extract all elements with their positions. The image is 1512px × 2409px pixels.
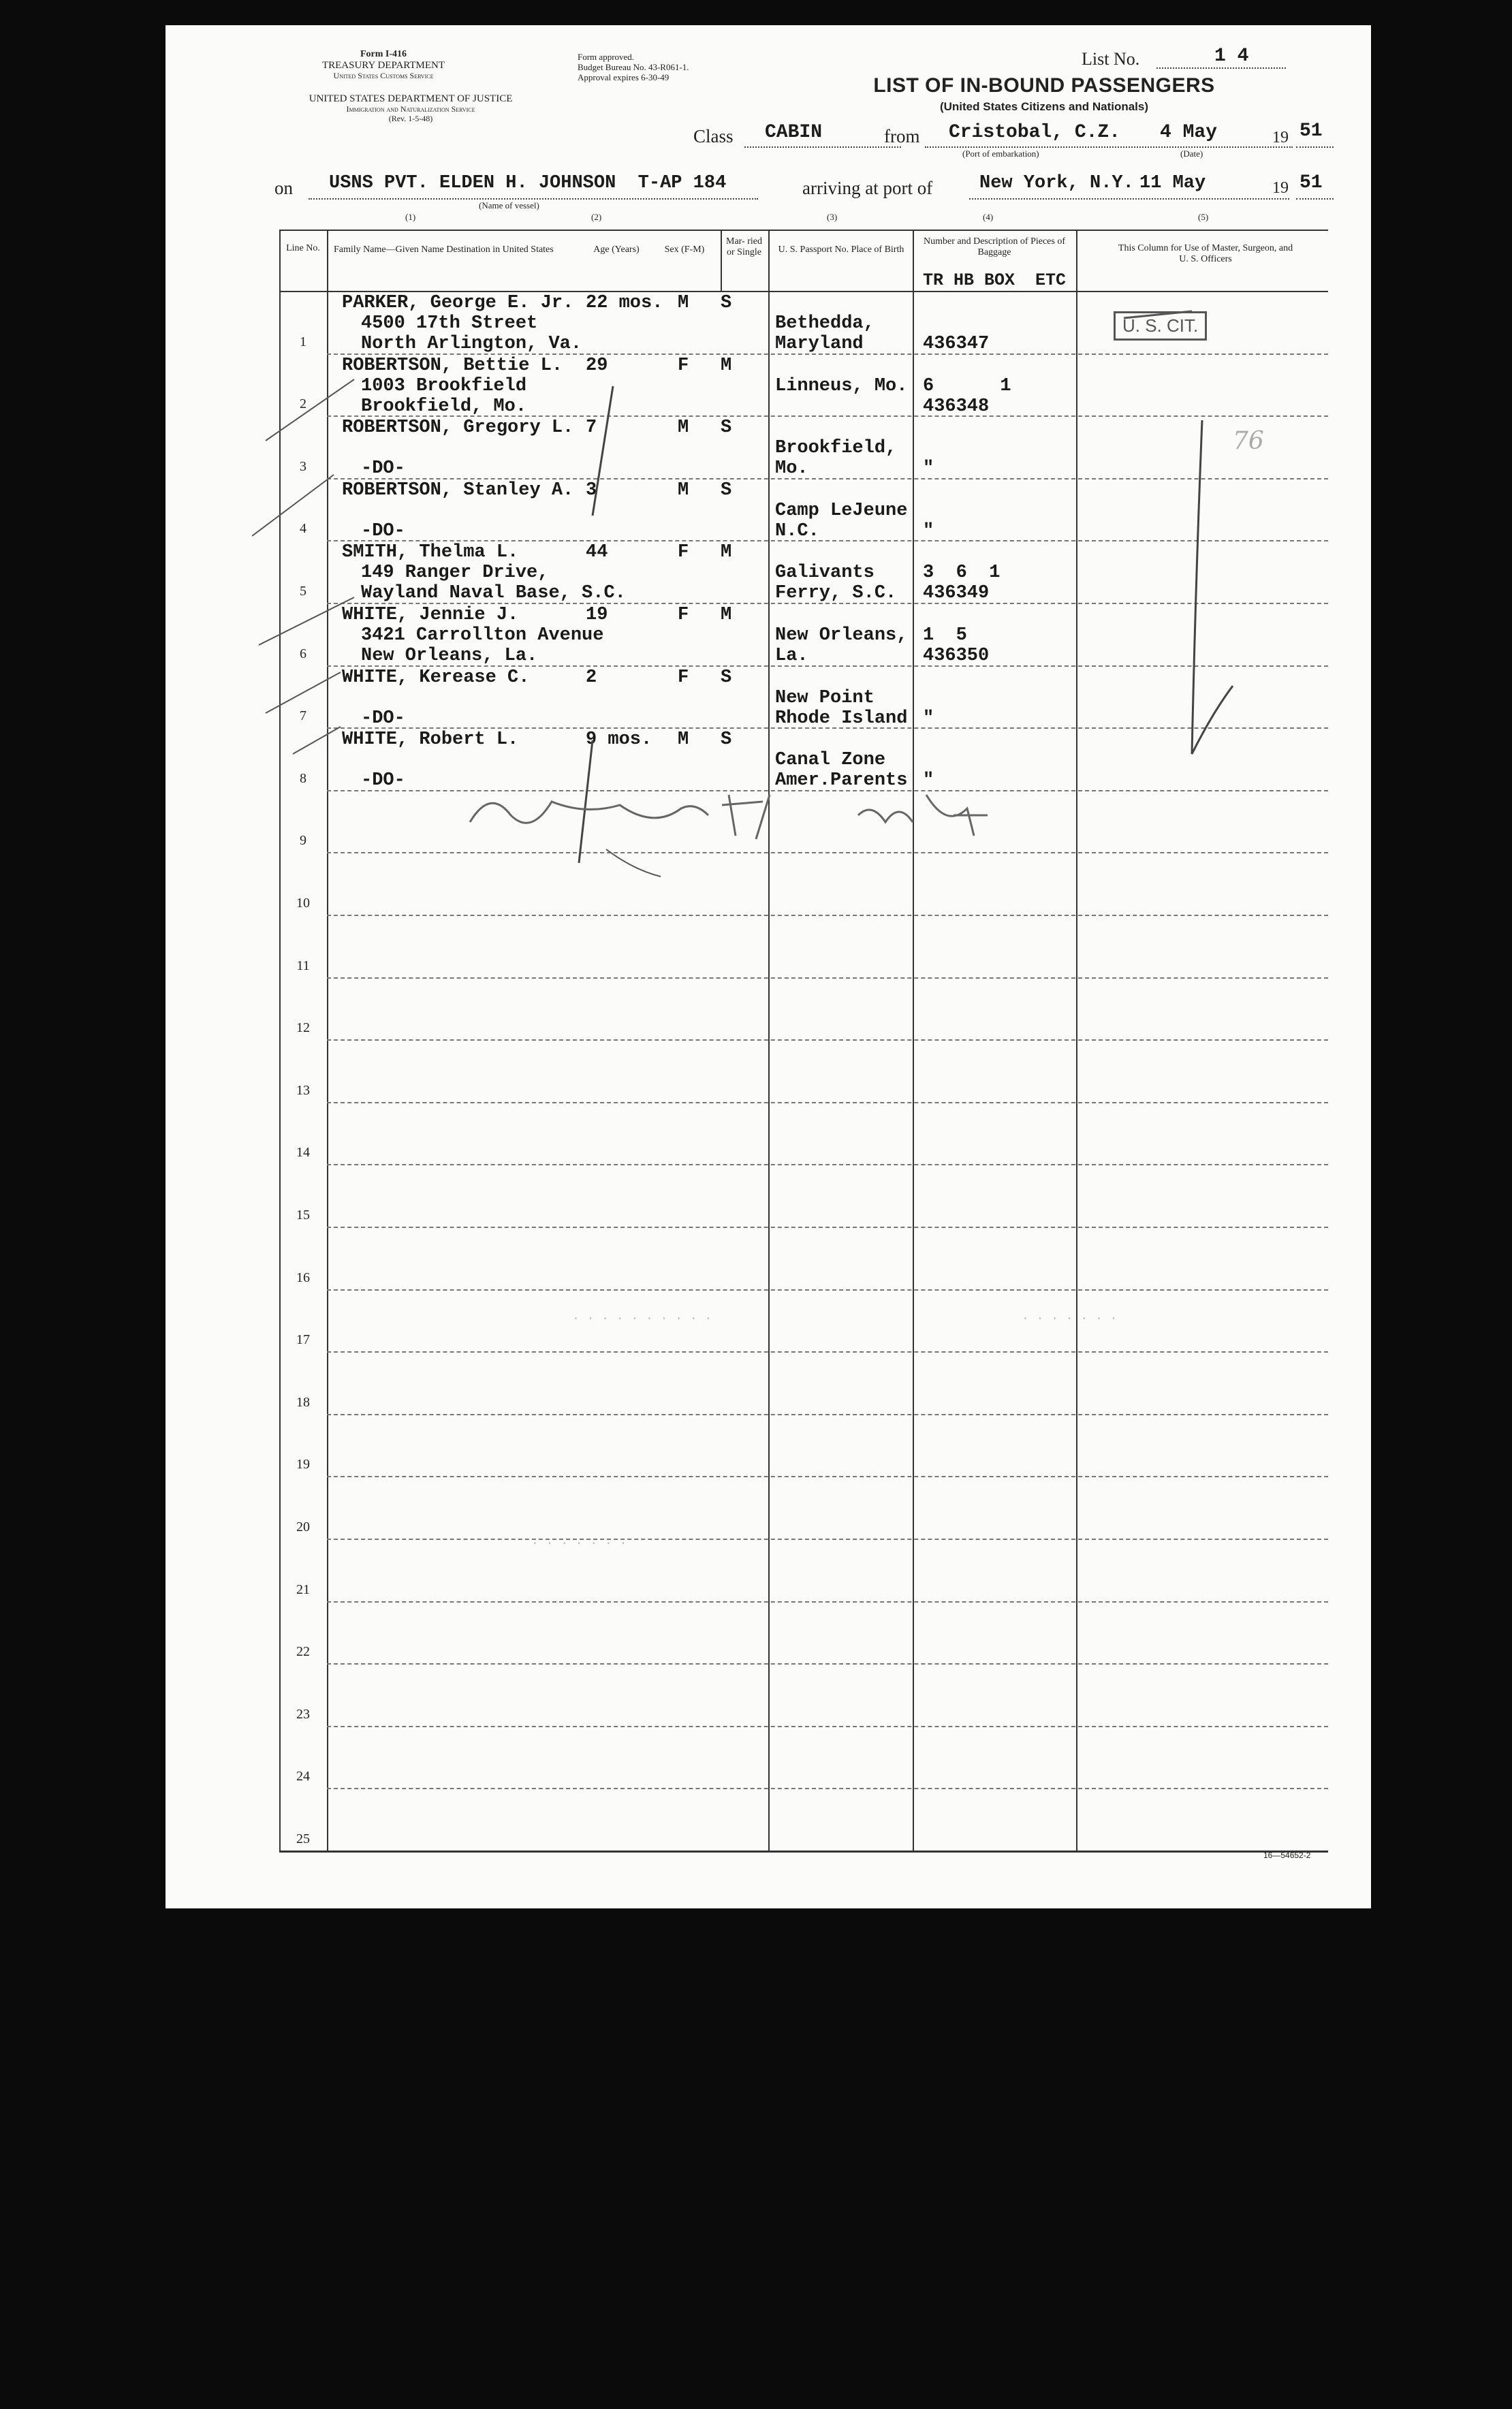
row-number: 6 — [300, 646, 306, 661]
passenger-name: PARKER, George E. Jr. — [342, 293, 574, 313]
form-number: Form I-416 — [360, 49, 407, 59]
row-number: 15 — [296, 1208, 310, 1223]
passenger-name: WHITE, Robert L. — [342, 729, 519, 751]
sex: M — [678, 479, 689, 501]
birthplace-line-1: Linneus, Mo. — [775, 375, 908, 396]
birthplace-line-2: Amer.Parents — [775, 770, 908, 791]
row-number: 22 — [296, 1644, 310, 1660]
year-prefix: 19 — [1272, 129, 1289, 146]
side-note: 76 — [1233, 427, 1264, 455]
row-number: 18 — [296, 1394, 310, 1410]
sex: F — [678, 605, 689, 625]
row-number: 9 — [300, 833, 306, 849]
baggage-tag: 436348 — [923, 396, 990, 417]
birthplace-line-1: Bethedda, — [775, 313, 875, 334]
address-line-2: -DO- — [361, 458, 405, 479]
birthplace-line-1: Brookfield, — [775, 438, 897, 459]
list-no-line — [1156, 67, 1286, 69]
row-number: 23 — [296, 1706, 310, 1722]
address-line-2: New Orleans, La. — [361, 646, 538, 666]
from-line — [925, 146, 1293, 148]
passenger-name: ROBERTSON, Stanley A. — [342, 479, 574, 501]
on-label: on — [274, 178, 293, 198]
age: 2 — [586, 667, 597, 688]
agency-header — [254, 49, 513, 81]
vessel-name: USNS PVT. ELDEN H. JOHNSON T-AP 184 — [329, 173, 727, 193]
row-number: 14 — [296, 1145, 310, 1161]
baggage-count: 1 5 — [923, 625, 967, 646]
address-line-2: North Arlington, Va. — [361, 334, 582, 354]
arriving-label: arriving at port of — [802, 178, 933, 198]
handwritten-signature — [450, 774, 1062, 856]
row-number: 13 — [296, 1082, 310, 1098]
age: 3 — [586, 479, 597, 501]
birthplace-line-1: Camp LeJeune — [775, 500, 908, 521]
row-number: 21 — [296, 1581, 310, 1597]
row-number: 5 — [300, 584, 306, 599]
port-embarkation-note: (Port of embarkation) — [962, 148, 1039, 159]
row-number: 4 — [300, 521, 306, 537]
year-line — [1296, 146, 1334, 148]
birthplace-line-1: New Point — [775, 687, 875, 708]
passenger-name: WHITE, Kerease C. — [342, 667, 530, 688]
justice-label: UNITED STATES DEPARTMENT OF JUSTICE — [309, 93, 513, 104]
address-line-1: 3421 Carrollton Avenue — [361, 625, 604, 646]
address-line-1: 149 Ranger Drive, — [361, 563, 549, 584]
bleed-through-text: · · · · · · · · · · — [572, 1312, 712, 1326]
col-num-3: (3) — [827, 212, 838, 222]
col-line-header: Line No. — [286, 243, 320, 253]
class-value: CABIN — [765, 122, 823, 143]
baggage-count: 6 1 — [923, 375, 1011, 396]
revision-label: (Rev. 1-5-48) — [388, 114, 433, 124]
justice-header — [274, 93, 547, 124]
baggage-tag: 436347 — [923, 334, 990, 354]
address-line-2: -DO- — [361, 770, 405, 791]
col-num-2: (2) — [591, 212, 602, 222]
address-line-2: Brookfield, Mo. — [361, 396, 527, 417]
row-rule — [327, 1039, 1328, 1041]
birthplace-line-2: Maryland — [775, 334, 864, 354]
bleed-through-text: · · · · · · · — [531, 1537, 627, 1551]
row-rule — [327, 1788, 1328, 1789]
col-name-header: Family Name—Given Name Destination in United States — [334, 245, 554, 255]
bleed-through-text: · · · · · · · — [1022, 1312, 1118, 1326]
sex: F — [678, 667, 689, 688]
col-num-1: (1) — [405, 212, 416, 222]
page-title: LIST OF IN-BOUND PASSENGERS — [873, 74, 1215, 97]
sex: M — [678, 418, 689, 439]
row-rule — [327, 1102, 1328, 1103]
from-date: 4 May — [1160, 122, 1218, 143]
age: 29 — [586, 355, 608, 376]
expiry-label: Approval expires 6-30-49 — [578, 72, 670, 82]
baggage-tag: 436350 — [923, 646, 990, 666]
baggage-tag: 436349 — [923, 583, 990, 604]
col-baggage-subheader: TR HB BOX ETC — [923, 270, 1067, 290]
vessel-line — [309, 198, 758, 200]
col-married-header: Mar- ried or Single — [726, 236, 762, 258]
row-rule — [327, 1663, 1328, 1665]
from-label: from — [884, 126, 920, 146]
col-officers-header: This Column for Use of Master, Surgeon, and U. S. Officers — [1118, 243, 1293, 265]
row-number: 7 — [300, 708, 306, 724]
col-age-header: Age (Years) — [593, 245, 640, 255]
age: 9 mos. — [586, 729, 652, 751]
age: 19 — [586, 605, 608, 625]
row-number: 25 — [296, 1831, 310, 1846]
marital-status: S — [721, 293, 732, 313]
age: 7 — [586, 418, 597, 439]
treasury-label: TREASURY DEPARTMENT — [321, 60, 445, 72]
page-subtitle: (United States Citizens and Nationals) — [939, 100, 1149, 113]
row-number: 10 — [296, 896, 310, 911]
col-divider — [721, 230, 722, 291]
birthplace-line-1: Galivants — [775, 563, 875, 584]
birthplace-line-2: Ferry, S.C. — [775, 583, 897, 604]
arrival-port: New York, N.Y. — [979, 173, 1134, 193]
customs-label: United States Customs Service — [333, 71, 434, 81]
row-number: 8 — [300, 770, 306, 786]
birthplace-line-2: Mo. — [775, 458, 808, 479]
table-bottom-border — [279, 1851, 1328, 1853]
row-rule — [327, 1289, 1328, 1291]
age: 22 mos. — [586, 293, 663, 313]
arriving-line — [969, 198, 1289, 200]
officer-check-mark — [1117, 304, 1253, 822]
marital-status: S — [721, 667, 732, 688]
sex: F — [678, 355, 689, 376]
birthplace-line-2: Rhode Island — [775, 708, 908, 729]
birthplace-line-2: La. — [775, 646, 808, 666]
address-line-1: 4500 17th Street — [361, 313, 538, 334]
row-rule — [327, 1476, 1328, 1477]
row-number: 2 — [300, 396, 306, 412]
departure-year: 51 — [1300, 121, 1323, 142]
from-port: Cristobal, C.Z. — [949, 122, 1121, 143]
baggage-tag: " — [923, 458, 934, 479]
year-prefix-2: 19 — [1272, 179, 1289, 197]
table-top-border — [279, 230, 1328, 231]
row-rule — [327, 1164, 1328, 1165]
row-rule — [327, 1601, 1328, 1603]
birthplace-line-1: Canal Zone — [775, 750, 886, 771]
class-label: Class — [693, 126, 734, 146]
marital-status: M — [721, 542, 732, 563]
row-number: 11 — [296, 958, 310, 973]
class-line — [744, 146, 901, 148]
approval-label: Form approved. — [578, 52, 635, 62]
sex: F — [678, 542, 689, 563]
baggage-tag: " — [923, 520, 934, 541]
col-num-5: (5) — [1198, 212, 1209, 222]
baggage-tag: " — [923, 708, 934, 729]
list-no-value: 1 4 — [1214, 46, 1249, 67]
row-rule — [327, 1539, 1328, 1540]
baggage-count: 3 6 1 — [923, 563, 1001, 584]
marital-status: M — [721, 605, 732, 625]
col-num-4: (4) — [983, 212, 994, 222]
birthplace-line-2: N.C. — [775, 520, 819, 541]
row-number: 16 — [296, 1270, 310, 1285]
footer-code: 16—54652-2 — [1263, 1851, 1311, 1860]
row-number: 20 — [296, 1520, 310, 1534]
address-line-2: -DO- — [361, 708, 405, 729]
approval-block — [578, 52, 689, 83]
baggage-tag: " — [923, 770, 934, 791]
marital-status: S — [721, 418, 732, 439]
col-sex-header: Sex (F-M) — [664, 245, 705, 255]
row-rule — [327, 1351, 1328, 1353]
passenger-name: ROBERTSON, Bettie L. — [342, 355, 563, 376]
marital-status: S — [721, 729, 732, 751]
vessel-note: (Name of vessel) — [479, 200, 539, 210]
list-no-label: List No. — [1082, 49, 1140, 69]
row-number: 24 — [296, 1769, 310, 1784]
arrival-date: 11 May — [1139, 173, 1206, 193]
sex: M — [678, 293, 689, 313]
row-number: 3 — [300, 458, 306, 474]
arrival-year: 51 — [1300, 172, 1323, 193]
us-citizen-stamp: U. S. CIT. — [1114, 311, 1207, 341]
address-line-1: 1003 Brookfield — [361, 375, 527, 396]
row-rule — [327, 977, 1328, 979]
marital-status: M — [721, 355, 732, 376]
row-rule — [327, 915, 1328, 916]
marital-status: S — [721, 479, 732, 501]
budget-label: Budget Bureau No. 43-R061-1. — [578, 61, 689, 72]
passenger-name: WHITE, Jennie J. — [342, 605, 519, 625]
ins-label: Immigration and Naturalization Service — [346, 104, 475, 114]
row-rule — [327, 1414, 1328, 1415]
col-baggage-header: Number and Description of Pieces of Baggage — [924, 236, 1065, 258]
birthplace-line-1: New Orleans, — [775, 625, 908, 646]
age: 44 — [586, 542, 608, 563]
sex: M — [678, 729, 689, 751]
passenger-name: ROBERTSON, Gregory L. — [342, 418, 574, 439]
row-number: 19 — [296, 1457, 310, 1473]
passenger-name: SMITH, Thelma L. — [342, 542, 519, 563]
row-number: 1 — [300, 334, 306, 349]
address-line-2: -DO- — [361, 520, 405, 541]
row-number: 12 — [296, 1020, 310, 1036]
passenger-table — [279, 230, 1328, 1851]
row-number: 17 — [296, 1332, 310, 1348]
col-passport-header: U. S. Passport No. Place of Birth — [778, 245, 904, 255]
address-line-2: Wayland Naval Base, S.C. — [361, 583, 626, 604]
year-line-2 — [1296, 198, 1334, 200]
row-rule — [327, 1726, 1328, 1727]
row-rule — [327, 1227, 1328, 1228]
date-note: (Date) — [1180, 148, 1203, 159]
